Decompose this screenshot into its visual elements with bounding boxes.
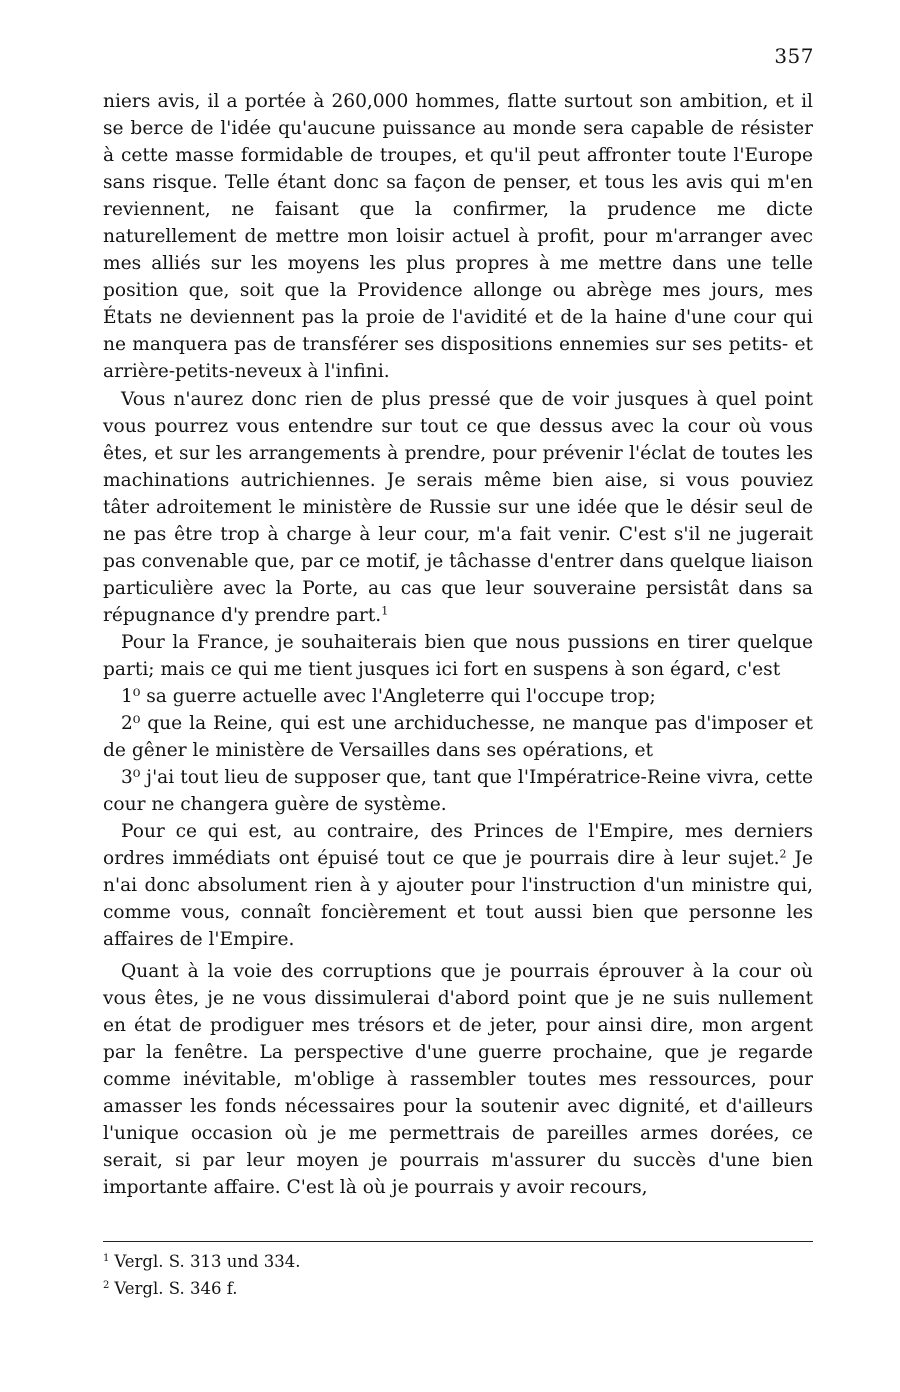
paragraph: niers avis, il a portée à 260,000 hommes, flatte surtout son ambition, et il se berce de l'idée qu'aucune puissance au monde sera capable de résister à cette masse formidable de troupes, et qu'il peut affronter toute l'Europe sans risque. Telle étant donc sa façon de penser, et tous les avis qui m'en reviennent, ne faisant que la confirmer, la prudence me dicte naturellement de mettre mon loisir actuel à profit, pour m'arranger avec mes alliés sur les moyens les plus propres à me mettre dans une telle position que, soit que la Providence allonge ou abrège mes jours, mes États ne deviennent pas la proie de l'avidité et de la haine d'une cour qui ne manquera pas de transférer ses dispositions ennemies sur ses petits- et arrière-petits-neveux à l'infini. [103, 91, 813, 383]
footnote-divider [103, 1241, 813, 1242]
list-item: 1⁰ sa guerre actuelle avec l'Angleterre qui l'occupe trop; [121, 686, 656, 708]
paragraph: Vous n'aurez donc rien de plus pressé que de voir jusques à quel point vous pourrez vous entendre sur tout ce que dessus avec la cour où vous êtes, et sur les arrangements à prendre, pour prévenir l'éclat de toutes les machinations autrichiennes. Je serais même bien aise, si vous pouviez tâter adroitement le ministère de Russie sur une idée que le désir seul de ne pas être trop à charge à leur cour, m'a fait venir. C'est s'il ne jugerait pas convenable que, par ce motif, je tâchasse d'entrer dans quelque liaison particulière avec la Porte, au cas que leur souveraine persistât dans sa répugnance d'y prendre part.$^1$ [103, 388, 813, 626]
footnotes [103, 1248, 813, 1302]
footnote: $^2$ Vergl. S. 346 f. [103, 1279, 238, 1298]
list-item: 2⁰ que la Reine, qui est une archiduchesse, ne manque pas d'imposer et de gêner le ministère de Versailles dans ses opérations, et [103, 713, 813, 762]
footnote-reference: 2 [779, 847, 787, 861]
page-number: 357 [774, 44, 814, 68]
footnote-reference: 1 [381, 604, 389, 618]
paragraph: Quant à la voie des corruptions que je pourrais éprouver à la cour où vous êtes, je ne vous dissimulerai d'abord point que je ne suis nullement en état de prodiguer mes trésors et de jeter, pour ainsi dire, mon argent par la fenêtre. La perspective d'une guerre prochaine, que je regarde comme inévitable, m'oblige à rassembler toutes mes ressources, pour amasser les fonds nécessaires pour la soutenir avec dignité, et d'ailleurs l'unique occasion où je me permettrais de pareilles armes dorées, ce serait, si par leur moyen je pourrais m'assurer du succès d'une bien importante affaire. C'est là où je pourrais y avoir recours, [103, 960, 813, 1198]
list-item: 3⁰ j'ai tout lieu de supposer que, tant que l'Impératrice-Reine vivra, cette cour ne changera guère de système. [103, 767, 813, 816]
paragraph: Pour la France, je souhaiterais bien que nous pussions en tirer quelque parti; mais ce qui me tient jusques ici fort en suspens à son égard, c'est [103, 631, 813, 680]
footnote: $^1$ Vergl. S. 313 und 334. [103, 1252, 301, 1271]
body-text [103, 88, 813, 1201]
paragraph: Pour ce qui est, au contraire, des Princes de l'Empire, mes derniers ordres immédiats ont épuisé tout ce que je pourrais dire à leur sujet.$^2$ Je n'ai donc absolument rien à y ajouter pour l'instruction d'un ministre qui, comme vous, connaît foncièrement et tout aussi bien que personne les affaires de l'Empire. [103, 821, 814, 951]
